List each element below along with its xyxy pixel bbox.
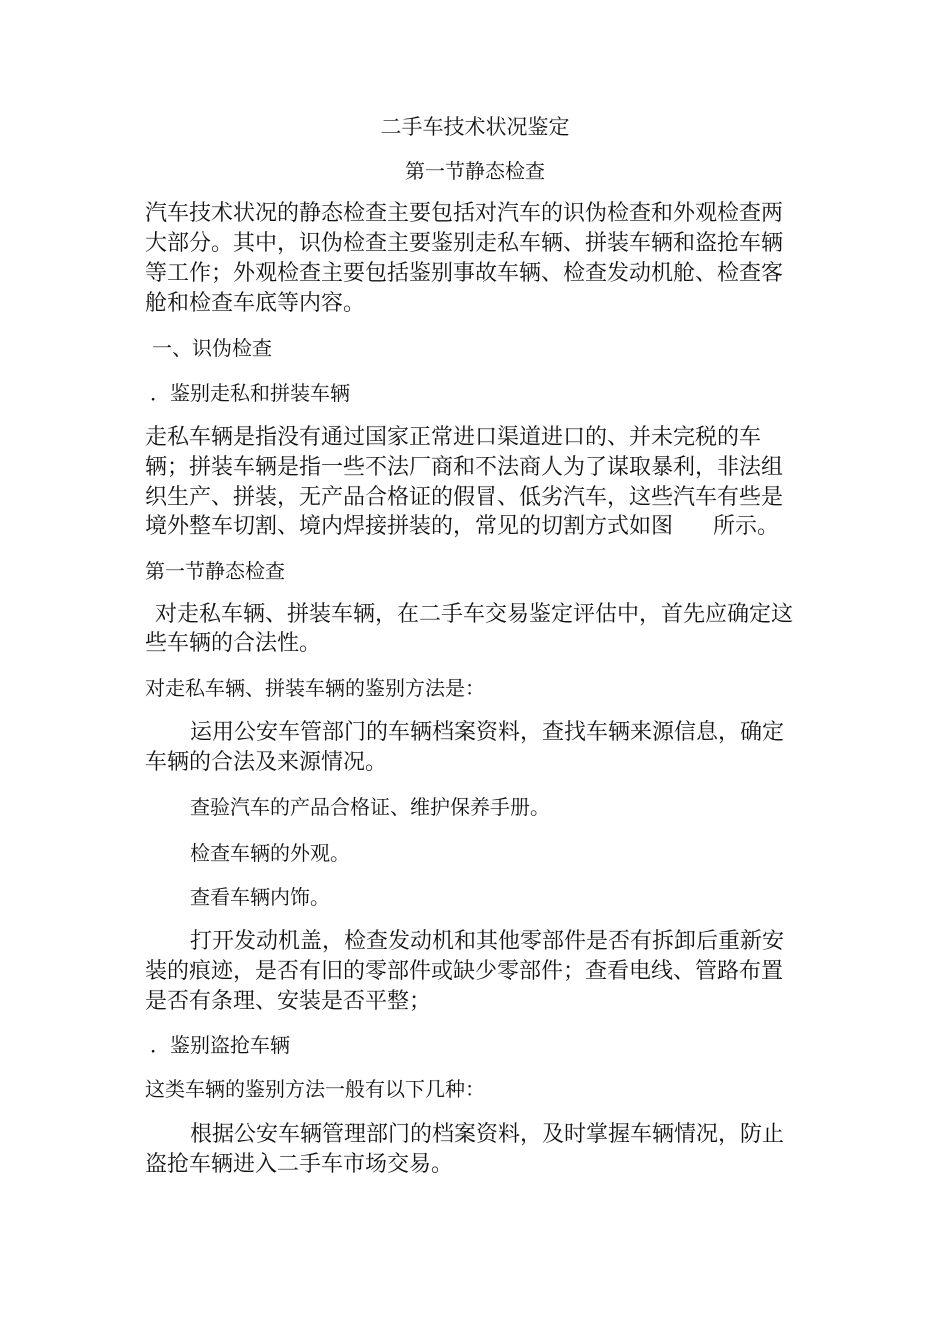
subheading-stolen-vehicles: ．鉴别盗抢车辆 [150, 1033, 290, 1057]
subheading-smuggled-assembled: ．鉴别走私和拼装车辆 [150, 381, 350, 405]
method-5-line-3: 是否有条理、安装是否平整； [145, 989, 432, 1014]
intro-line-4: 舱和检查车底等内容。 [145, 291, 366, 316]
method-3: 检查车辆的外观。 [190, 841, 350, 865]
stolen-method-1-line-2: 盗抢车辆进入二手车市场交易。 [145, 1152, 454, 1177]
intro-line-1: 汽车技术状况的静态检查主要包括对汽车的识伪检查和外观检查两 [145, 201, 784, 226]
intro-line-3: 等工作；外观检查主要包括鉴别事故车辆、检查发动机舱、检查客 [145, 261, 784, 286]
smuggled-para-line-3: 织生产、拼装，无产品合格证的假冒、低劣汽车，这些汽车有些是 [145, 485, 784, 510]
method-5-line-1: 打开发动机盖，检查发动机和其他零部件是否有拆卸后重新安 [190, 929, 785, 954]
method-4: 查看车辆内饰。 [190, 885, 330, 909]
section-heading-identification: 一、识伪检查 [152, 336, 272, 360]
smuggled-para-line-1: 走私车辆是指没有通过国家正常进口渠道进口的、并未完税的车 [145, 425, 762, 450]
methods-intro: 对走私车辆、拼装车辆的鉴别方法是： [145, 676, 485, 700]
intro-line-2: 大部分。其中，识伪检查主要鉴别走私车辆、拼装车辆和盗抢车辆 [145, 231, 784, 256]
legality-line-1: 对走私车辆、拼装车辆，在二手车交易鉴定评估中，首先应确定这 [155, 602, 794, 627]
method-1-line-1: 运用公安车管部门的车辆档案资料，查找车辆来源信息，确定 [190, 720, 785, 745]
smuggled-para-line-4b: 所示。 [713, 514, 780, 539]
smuggled-para-line-4a: 境外整车切割、境内焊接拼装的，常见的切割方式如图 [145, 514, 674, 539]
method-1-line-2: 车辆的合法及来源情况。 [145, 750, 388, 775]
smuggled-para-line-4 [145, 512, 779, 542]
method-5-line-2: 装的痕迹，是否有旧的零部件或缺少零部件；查看电线、管路布置 [145, 959, 784, 984]
section-subtitle: 第一节静态检查 [405, 159, 545, 183]
smuggled-para-line-2: 辆；拼装车辆是指一些不法厂商和不法商人为了谋取暴利，非法组 [145, 455, 784, 480]
method-2: 查验汽车的产品合格证、维护保养手册。 [190, 795, 550, 819]
document-title: 二手车技术状况鉴定 [380, 115, 570, 139]
stolen-method-1-line-1: 根据公安车辆管理部门的档案资料，及时掌握车辆情况，防止 [190, 1122, 785, 1147]
stolen-methods-intro: 这类车辆的鉴别方法一般有以下几种： [145, 1077, 485, 1101]
repeat-section-heading: 第一节静态检查 [145, 559, 285, 583]
legality-line-2: 些车辆的合法性。 [145, 631, 322, 656]
